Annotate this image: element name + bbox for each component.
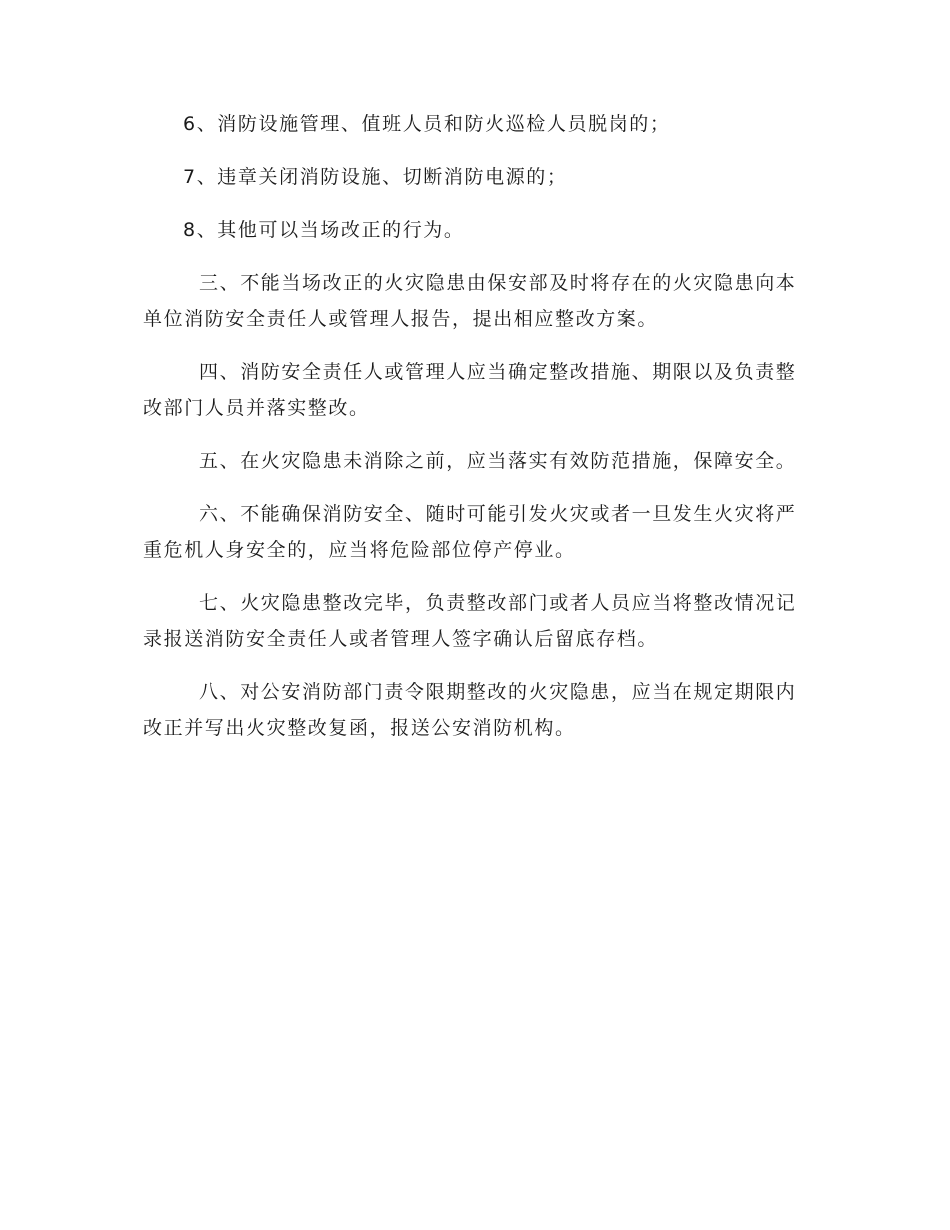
paragraph-item-8: 8、其他可以当场改正的行为。 xyxy=(183,219,465,241)
paragraph-section-3: 三、不能当场改正的火灾隐患由保安部及时将存在的火灾隐患向本单位消防安全责任人或管理人报告，提出相应整改方案。 xyxy=(143,272,797,330)
paragraph-item-6: 6、消防设施管理、值班人员和防火巡检人员脱岗的； xyxy=(183,113,671,135)
document-body xyxy=(143,106,808,763)
paragraph-section-7: 七、火灾隐患整改完毕，负责整改部门或者人员应当将整改情况记录报送消防安全责任人或者管理人签字确认后留底存档。 xyxy=(143,592,797,650)
paragraph-section-6: 六、不能确保消防安全、随时可能引发火灾或者一旦发生火灾将严重危机人身安全的，应当将危险部位停产停业。 xyxy=(143,503,797,561)
paragraph-item-7: 7、违章关闭消防设施、切断消防电源的； xyxy=(183,166,568,188)
paragraph-section-4: 四、消防安全责任人或管理人应当确定整改措施、期限以及负责整改部门人员并落实整改。 xyxy=(143,361,797,419)
paragraph-section-8: 八、对公安消防部门责令限期整改的火灾隐患，应当在规定期限内改正并写出火灾整改复函，报送公安消防机构。 xyxy=(143,681,797,739)
paragraph-section-5: 五、在火灾隐患未消除之前，应当落实有效防范措施，保障安全。 xyxy=(199,450,797,472)
